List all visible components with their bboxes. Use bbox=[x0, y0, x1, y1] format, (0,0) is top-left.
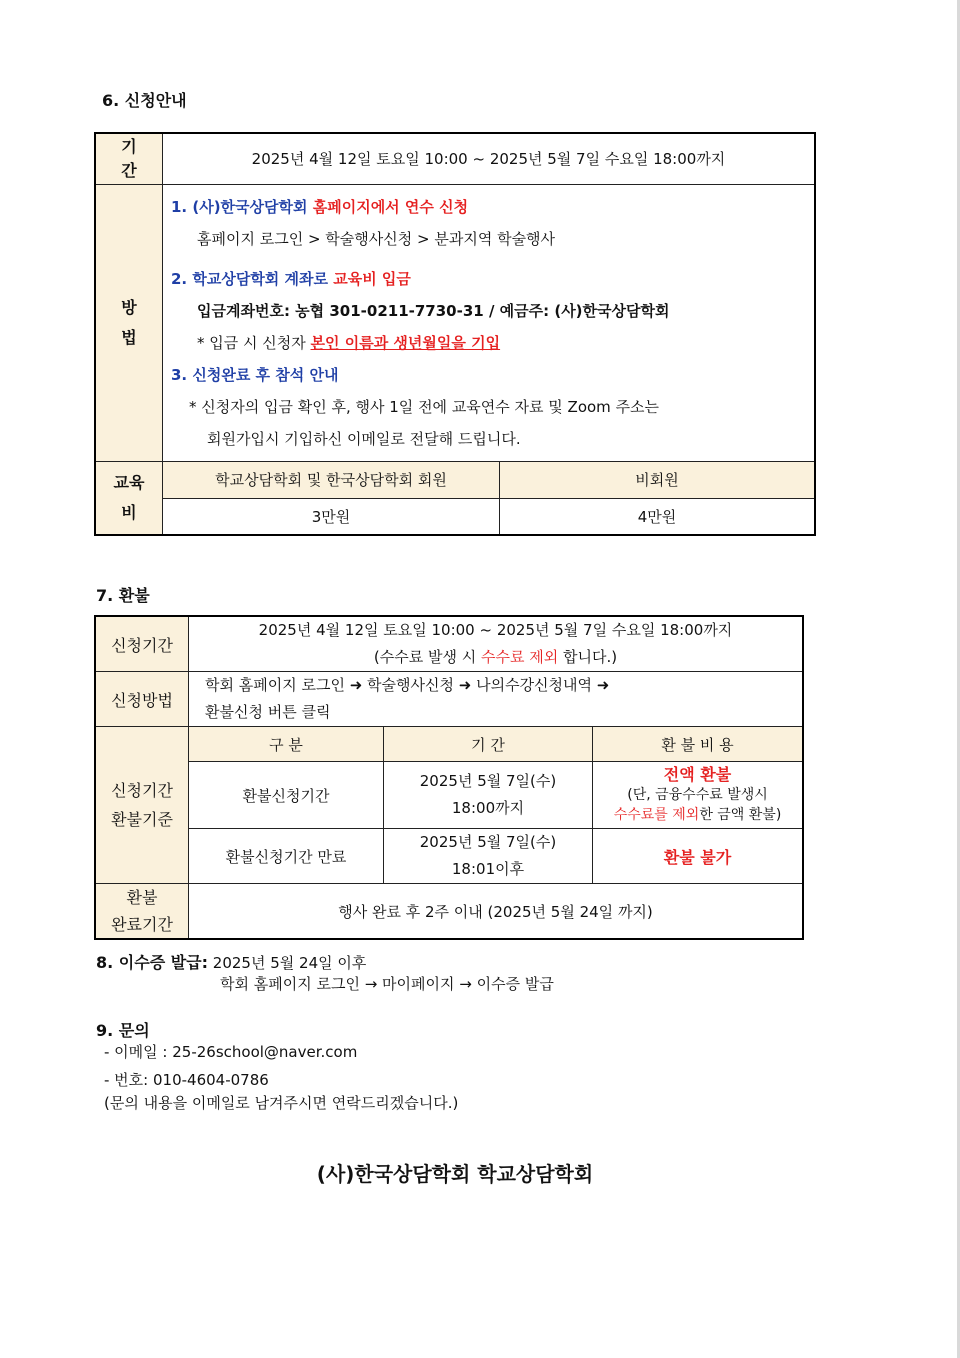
step-1-path: 홈페이지 로그인 > 학술행사신청 > 분과지역 학술행사 bbox=[197, 229, 556, 248]
section-8-title-line bbox=[96, 950, 366, 973]
step-3-line-2: 회원가입시 기입하신 이메일로 전달해 드립니다. bbox=[207, 429, 521, 448]
row2-cost: 환불 불가 bbox=[593, 829, 804, 884]
refund-table bbox=[94, 615, 804, 940]
complete-text: 행사 완료 후 2주 이내 (2025년 5월 24일 까지) bbox=[189, 884, 804, 940]
row2-period: 2025년 5월 7일(수) 18:01이후 bbox=[384, 829, 593, 884]
fee-nonmember-header: 비회원 bbox=[500, 461, 816, 498]
method-label: 방 법 bbox=[95, 184, 163, 461]
row2-type: 환불신청기간 만료 bbox=[189, 829, 384, 884]
section-6-title: 6. 신청안내 bbox=[102, 91, 187, 110]
method-text-7: 학회 홈페이지 로그인 ➜ 학술행사신청 ➜ 나의수강신청내역 ➜ 환불신청 버튼 클릭 bbox=[189, 672, 804, 727]
row1-type: 환불신청기간 bbox=[189, 762, 384, 829]
col-cost-header: 환 불 비 용 bbox=[593, 727, 804, 762]
section-9-title: 9. 문의 bbox=[96, 1021, 150, 1040]
fee-nonmember: 4만원 bbox=[500, 498, 816, 535]
contact-email: - 이메일 : 25-26school@naver.com bbox=[104, 1043, 358, 1061]
deposit-note: * 입금 시 신청자 본인 이름과 생년월일을 기입 bbox=[197, 333, 501, 352]
contact-phone: - 번호: 010-4604-0786 bbox=[104, 1071, 269, 1089]
fee-label: 교육 비 bbox=[95, 461, 163, 535]
step-2: 2. 학교상담학회 계좌로 교육비 입금 bbox=[171, 269, 411, 288]
account-info: 입금계좌번호: 농협 301-0211-7730-31 / 예금주: (사)한국상담학회 bbox=[197, 301, 670, 320]
apply-period-label: 신청기간 bbox=[95, 616, 189, 672]
col-type-header: 구 분 bbox=[189, 727, 384, 762]
criteria-label: 신청기간 환불기준 bbox=[95, 727, 189, 884]
period-text: 2025년 4월 12일 토요일 10:00 ~ 2025년 5월 7일 수요일 18:00까지 bbox=[163, 133, 816, 184]
step-3-line-1: * 신청자의 입금 확인 후, 행사 1일 전에 교육연수 자료 및 Zoom 주소는 bbox=[189, 397, 660, 416]
method-content bbox=[163, 184, 816, 461]
fee-member: 3만원 bbox=[163, 498, 500, 535]
application-info-table bbox=[94, 132, 816, 536]
step-3: 3. 신청완료 후 참석 안내 bbox=[171, 365, 339, 384]
col-period-header: 기 간 bbox=[384, 727, 593, 762]
certificate-path: 학회 홈페이지 로그인 → 마이페이지 → 이수증 발급 bbox=[220, 975, 554, 993]
complete-label: 환불 완료기간 bbox=[95, 884, 189, 940]
contact-note: (문의 내용을 이메일로 남겨주시면 연락드리겠습니다.) bbox=[104, 1094, 459, 1112]
section-7-title: 7. 환불 bbox=[96, 586, 150, 605]
method-label-7: 신청방법 bbox=[95, 672, 189, 727]
certificate-date: 2025년 5월 24일 이후 bbox=[208, 954, 367, 972]
section-8-title: 8. 이수증 발급: bbox=[96, 953, 209, 972]
row1-cost: 전액 환불 (단, 금융수수료 발생시 수수료를 제외한 금액 환불) bbox=[593, 762, 804, 829]
row1-period: 2025년 5월 7일(수) 18:00까지 bbox=[384, 762, 593, 829]
step-1: 1. (사)한국상담학회 홈페이지에서 연수 신청 bbox=[171, 197, 469, 216]
period-label: 기 간 bbox=[95, 133, 163, 184]
organization-footer: (사)한국상담학회 학교상담학회 bbox=[316, 1162, 594, 1186]
fee-member-header: 학교상담학회 및 한국상담학회 회원 bbox=[163, 461, 500, 498]
apply-period-text: 2025년 4월 12일 토요일 10:00 ~ 2025년 5월 7일 수요일 18:00까지 (수수료 발생 시 수수료 제외 합니다.) bbox=[189, 616, 804, 672]
